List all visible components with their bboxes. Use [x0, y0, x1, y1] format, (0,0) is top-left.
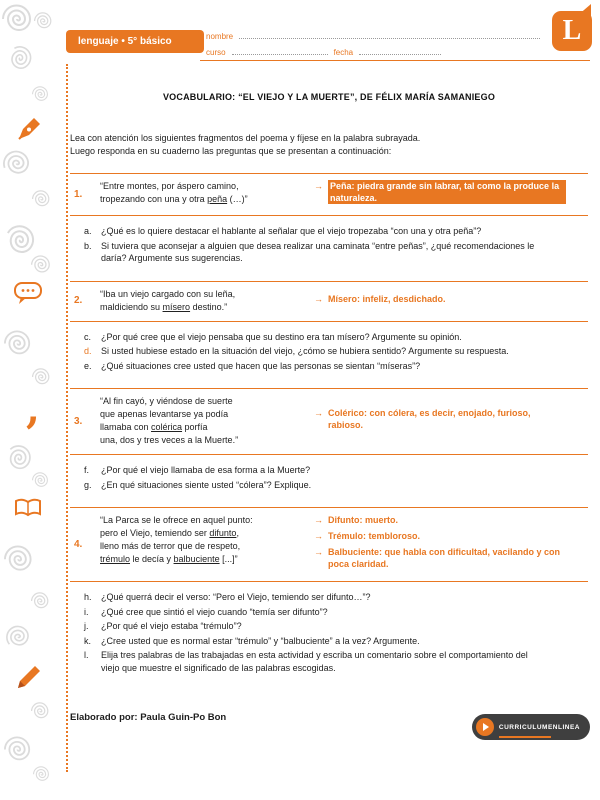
question-text: ¿Por qué cree que el viejo pensaba que su destino era tan mísero? Argumente su opinión.	[101, 331, 462, 342]
quote-line: maldiciendo su	[100, 301, 163, 312]
section-number: 4.	[74, 538, 83, 550]
question-letter: a.	[84, 226, 92, 236]
question-list	[84, 591, 588, 674]
poem-quote	[100, 288, 312, 314]
brand-logo-letter: L	[562, 15, 582, 46]
question-letter: e.	[84, 360, 92, 371]
question-letter: f.	[84, 465, 90, 475]
question-list	[84, 225, 588, 265]
quote-line: le decía y	[130, 554, 174, 564]
worksheet-title: VOCABULARIO: “EL VIEJO Y LA MUERTE”, DE FÉLIX MARÍA SAMANIEGO	[162, 92, 496, 102]
header-rule	[200, 60, 590, 61]
question-text: ¿En qué situaciones siente usted “cólera”? Explique.	[101, 479, 312, 490]
question-text: Elija tres palabras de las trabajadas en esta actividad y escriba un comentario sobre el comportamiento del viejo que muestre el significado de las palabras escogidas.	[101, 650, 528, 673]
pencil-icon	[16, 664, 42, 690]
question-a	[84, 225, 588, 238]
instructions-line-2: Luego responda en su cuaderno las preguntas que se presentan a continuación:	[70, 145, 392, 156]
nombre-write-line	[239, 30, 540, 39]
question-b	[84, 240, 588, 265]
question-text: ¿Cree usted que es normal estar “trémulo” y “balbuciente” a la vez? Argumente.	[101, 635, 420, 646]
pen-icon	[16, 116, 42, 142]
brand-badge	[472, 714, 590, 740]
margin-divider	[66, 64, 68, 772]
question-list	[84, 331, 588, 373]
definition-text: Trémulo: tembloroso.	[328, 531, 421, 541]
question-text: ¿Por qué el viejo llamaba de esa forma a la Muerte?	[101, 465, 311, 475]
poem-quote	[100, 180, 312, 208]
quote-line: tropezando con una y otra	[100, 194, 208, 204]
question-e	[84, 360, 588, 373]
question-letter: c.	[84, 331, 92, 342]
quote-line: destino.”	[190, 301, 228, 312]
definition-text: Balbuciente: que habla con dificultad, vacilando y con poca claridad.	[328, 547, 561, 569]
definition-text: Peña: piedra grande sin labrar, tal como la produce la naturaleza.	[328, 180, 566, 204]
section-number: 3.	[74, 415, 83, 427]
definitions	[312, 514, 588, 574]
question-l	[84, 649, 588, 674]
quote-line: ,	[236, 528, 239, 538]
question-list	[84, 464, 588, 491]
quote-comma-icon: ,	[26, 386, 40, 433]
worksheet-content	[70, 92, 588, 676]
section-number: 2.	[74, 295, 83, 306]
quote-line: (…)”	[227, 194, 248, 204]
student-fields	[206, 25, 546, 57]
definitions	[312, 407, 588, 435]
curso-label: curso	[206, 48, 226, 57]
quote-line: pero el Viejo, temiendo ser	[100, 528, 210, 538]
question-letter: i.	[84, 606, 89, 617]
question-c	[84, 331, 588, 344]
instructions	[70, 132, 588, 157]
question-text: ¿Por qué el viejo estaba “trémulo”?	[101, 621, 242, 631]
definitions	[312, 293, 588, 309]
quote-line: “Iba un viejo cargado con su leña,	[100, 288, 236, 299]
underlined-word: balbuciente	[173, 554, 220, 564]
quote-line: [...]”	[219, 554, 238, 564]
question-f	[84, 464, 588, 477]
author-credit: Elaborado por: Paula Guin-Po Bon	[70, 712, 227, 723]
quote-line: lleno más de terror que de respeto,	[100, 541, 241, 551]
question-text: ¿Qué querrá decir el verso: “Pero el Viejo, temiendo ser difunto…”?	[101, 592, 371, 602]
question-text: ¿Qué situaciones cree usted que hacen que las personas se sientan “míseras”?	[101, 360, 421, 371]
quote-line: “La Parca se le ofrece en aquel punto:	[100, 515, 253, 525]
section-divider	[70, 454, 588, 455]
quote-line: que apenas levantarse ya podía	[100, 409, 229, 419]
question-text: Si tuviera que aconsejar a alguien que desea realizar una caminata “entre peñas”, ¿qué recomendaciones le daría? Argumente sus sugerencias.	[101, 240, 535, 263]
fragment-section-4	[70, 507, 588, 674]
section-divider	[70, 581, 588, 582]
fecha-label: fecha	[333, 48, 354, 57]
brand-logo	[552, 11, 592, 51]
quote-line: llamaba con	[100, 422, 152, 432]
fragment-section-3	[70, 388, 588, 491]
arrow-icon: →	[314, 408, 323, 418]
curso-write-line	[232, 46, 328, 55]
question-letter: g.	[84, 479, 92, 490]
section-number: 1.	[74, 188, 83, 200]
underlined-word: trémulo	[100, 554, 131, 564]
instructions-line-1: Lea con atención los siguientes fragmentos del poema y fíjese en la palabra subrayada.	[70, 133, 421, 143]
subject-band	[66, 30, 204, 53]
brand-tagline-rule	[499, 736, 551, 738]
section-divider	[70, 321, 588, 322]
play-icon	[476, 718, 494, 736]
question-g	[84, 479, 588, 492]
question-letter: b.	[84, 240, 92, 251]
question-i	[84, 606, 588, 619]
definitions	[312, 180, 588, 208]
question-k	[84, 635, 588, 648]
underlined-word: mísero	[162, 301, 191, 312]
question-text: ¿Qué es lo quiere destacar el hablante al señalar que el viejo tropezaba “con una y otra peña”?	[101, 226, 482, 236]
question-letter: l.	[84, 650, 89, 660]
question-letter: j.	[84, 621, 89, 631]
arrow-icon: →	[314, 293, 323, 304]
fragment-section-1	[70, 173, 588, 265]
question-text: Si usted hubiese estado en la situación del viejo, ¿cómo se hubiera sentido? Argumente su respuesta.	[101, 346, 509, 356]
question-text: ¿Qué cree que sintió el viejo cuando “temía ser difunto”?	[101, 606, 328, 617]
open-book-icon	[14, 498, 42, 518]
poem-quote	[100, 395, 312, 447]
question-h	[84, 591, 588, 604]
section-divider	[70, 215, 588, 216]
fecha-write-line	[359, 46, 441, 55]
question-d	[84, 345, 588, 358]
question-letter: h.	[84, 592, 92, 602]
arrow-icon: →	[314, 181, 323, 191]
speech-bubble-icon	[14, 282, 42, 305]
question-letter: d.	[84, 346, 92, 356]
underlined-word: difunto	[209, 528, 237, 538]
quote-line: porfía	[182, 422, 208, 432]
subject-band-label: lenguaje • 5° básico	[78, 36, 172, 47]
quote-line: “Al fin cayó, y viéndose de suerte	[100, 396, 233, 406]
question-j	[84, 620, 588, 633]
question-letter: k.	[84, 635, 92, 646]
brand-name: CURRICULUMENLINEA	[498, 724, 580, 732]
quote-line: “Entre montes, por áspero camino,	[100, 181, 239, 191]
arrow-icon: →	[314, 531, 323, 541]
underlined-word: peña	[207, 194, 228, 204]
fragment-section-2	[70, 281, 588, 373]
arrow-icon: →	[314, 547, 323, 557]
definition-text: Mísero: infeliz, desdichado.	[328, 293, 446, 304]
quote-line: una, dos y tres veces a la Muerte.”	[100, 435, 239, 445]
underlined-word: colérica	[151, 422, 183, 432]
nombre-label: nombre	[206, 32, 234, 41]
arrow-icon: →	[314, 515, 323, 525]
definition-text: Difunto: muerto.	[328, 515, 398, 525]
definition-text: Colérico: con cólera, es decir, enojado, furioso, rabioso.	[328, 408, 531, 430]
poem-quote	[100, 514, 312, 574]
